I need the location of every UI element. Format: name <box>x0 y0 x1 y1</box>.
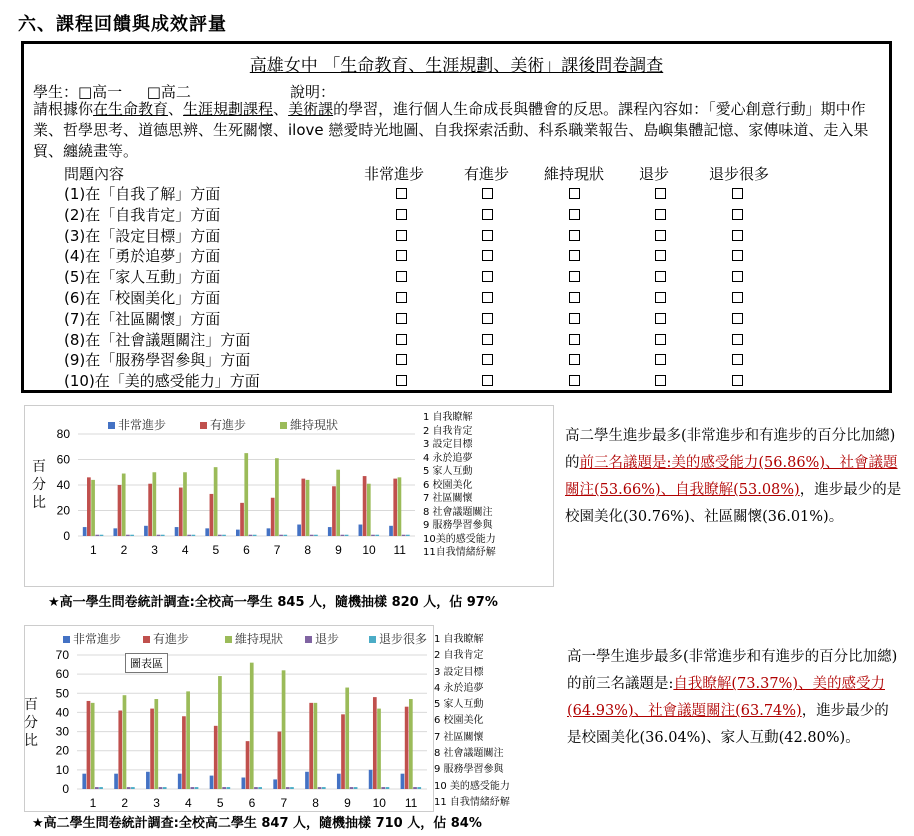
bar-3-cat-10 <box>367 484 371 536</box>
chart-grade1 <box>24 625 434 812</box>
bar-2-cat-8 <box>301 479 305 536</box>
bar-1-cat-10 <box>359 525 363 536</box>
bar-3-cat-6 <box>250 663 254 789</box>
x-tick-label: 8 <box>304 543 312 557</box>
category-legend-item: 3 設定目標 <box>423 439 473 450</box>
bar-2-cat-2 <box>118 711 122 789</box>
bar-2-cat-2 <box>118 485 122 536</box>
bar-1-cat-7 <box>267 528 271 536</box>
bar-5-cat-3 <box>161 535 165 536</box>
bar-2-cat-4 <box>179 488 183 536</box>
series-legend-label: 退步很多 <box>379 632 428 646</box>
x-tick-label: 6 <box>243 543 250 557</box>
checkbox-q3-opt1[interactable] <box>396 230 407 241</box>
bar-2-cat-9 <box>341 714 345 789</box>
bar-4-cat-1 <box>95 535 99 536</box>
bar-1-cat-9 <box>328 527 332 536</box>
legend-swatch <box>200 422 207 429</box>
checkbox-q4-opt4[interactable] <box>655 250 666 261</box>
bar-3-cat-1 <box>91 703 95 789</box>
bar-chart-grade1 <box>25 626 433 811</box>
bar-4-cat-8 <box>318 787 322 789</box>
question-7: (7)在「社區關懷」方面 <box>64 309 221 328</box>
checkbox-q9-opt4[interactable] <box>655 354 666 365</box>
bar-5-cat-2 <box>130 535 134 536</box>
y-tick-label: 20 <box>56 503 70 518</box>
category-legend-item: 8 社會議題關注 <box>434 748 504 760</box>
bar-1-cat-11 <box>389 526 393 536</box>
checkbox-q4-opt5[interactable] <box>732 250 743 261</box>
checkbox-q8-opt3[interactable] <box>569 334 580 345</box>
checkbox-q4-opt2[interactable] <box>482 250 493 261</box>
bar-4-cat-10 <box>381 787 385 789</box>
bar-4-cat-4 <box>187 535 191 536</box>
bar-2-cat-5 <box>210 494 214 536</box>
x-tick-label: 2 <box>121 796 129 810</box>
bar-3-cat-2 <box>122 474 126 536</box>
category-legend-item: 11 自我情緒紓解 <box>434 796 510 808</box>
checkbox-q7-opt3[interactable] <box>569 313 580 324</box>
bar-4-cat-5 <box>218 535 222 536</box>
question-5: (5)在「家人互動」方面 <box>64 268 221 287</box>
bar-1-cat-3 <box>144 526 148 536</box>
survey-title: 高雄女中 「生命教育、生涯規劃、美術」課後問卷調查 <box>249 56 664 76</box>
category-legend-item: 7 社區關懷 <box>434 731 484 743</box>
bar-1-cat-7 <box>273 779 277 789</box>
bar-4-cat-3 <box>159 787 163 789</box>
section-title: 六、課程回饋與成效評量 <box>18 14 227 35</box>
x-tick-label: 9 <box>344 796 351 810</box>
bar-5-cat-10 <box>375 535 379 536</box>
x-tick-label: 6 <box>248 796 256 810</box>
bar-4-cat-9 <box>341 535 345 536</box>
checkbox-q2-opt1[interactable] <box>396 209 407 220</box>
analysis-grade2: 高二學生進步最多(非常進步和有進步的百分比加總)的前三名議題是:美的感受能力(56.86%)、社會議題關注(53.66%)、自我瞭解(53.08%)，進步最少的是校園美化(30.76%)、社區關懷(36.01%)。 <box>565 428 902 525</box>
bar-4-cat-6 <box>254 787 258 789</box>
checkbox-q1-opt3[interactable] <box>569 188 580 199</box>
chart2-ylabel: 百分比 <box>24 697 38 749</box>
bar-3-cat-1 <box>91 480 95 536</box>
legend-swatch <box>305 636 312 643</box>
checkbox-q1-opt4[interactable] <box>655 188 666 199</box>
checkbox-q3-opt4[interactable] <box>655 230 666 241</box>
checkbox-q10-opt3[interactable] <box>569 375 580 386</box>
x-tick-label: 4 <box>185 796 192 810</box>
category-legend-item: 3 設定目標 <box>434 666 484 678</box>
bar-1-cat-2 <box>113 528 117 536</box>
bar-4-cat-11 <box>413 787 417 789</box>
bar-2-cat-7 <box>271 498 275 536</box>
x-tick-label: 8 <box>312 796 319 810</box>
bar-5-cat-4 <box>192 535 196 536</box>
series-legend-label: 有進步 <box>153 632 190 646</box>
bar-2-cat-10 <box>363 476 367 536</box>
checkbox-q9-opt2[interactable] <box>482 354 493 365</box>
checkbox-q8-opt4[interactable] <box>655 334 666 345</box>
x-tick-label: 10 <box>372 796 386 810</box>
bar-4-cat-2 <box>127 787 131 789</box>
checkbox-q10-opt2[interactable] <box>482 375 493 386</box>
checkbox-q5-opt1[interactable] <box>396 271 407 282</box>
question-9: (9)在「服務學習參與」方面 <box>64 351 251 370</box>
bar-3-cat-5 <box>218 676 222 789</box>
series-legend-label: 維持現狀 <box>290 418 339 432</box>
y-tick-label: 20 <box>55 743 69 758</box>
bar-4-cat-1 <box>95 787 99 789</box>
bar-1-cat-8 <box>305 772 309 789</box>
series-legend-label: 有進步 <box>210 418 247 432</box>
legend-swatch <box>63 636 70 643</box>
bar-5-cat-6 <box>258 787 262 789</box>
bar-2-cat-11 <box>405 707 409 789</box>
bar-4-cat-4 <box>190 787 194 789</box>
x-tick-label: 2 <box>120 543 128 557</box>
bar-2-cat-4 <box>182 716 186 789</box>
bar-5-cat-7 <box>283 535 287 536</box>
y-tick-label: 40 <box>56 478 70 492</box>
bar-1-cat-1 <box>82 774 86 789</box>
question-4: (4)在「勇於追夢」方面 <box>64 247 221 266</box>
checkbox-q9-opt1[interactable] <box>396 354 407 365</box>
legend-swatch <box>225 636 232 643</box>
bar-5-cat-2 <box>131 787 135 789</box>
y-tick-label: 0 <box>62 782 69 796</box>
bar-5-cat-4 <box>195 787 199 789</box>
x-tick-label: 5 <box>216 796 224 810</box>
survey-form <box>21 41 892 393</box>
question-3: (3)在「設定目標」方面 <box>64 226 221 245</box>
column-header: 問題內容 <box>64 165 125 183</box>
category-legend-item: 7 社區關懷 <box>423 493 473 504</box>
y-tick-label: 40 <box>55 705 69 720</box>
bar-3-cat-4 <box>183 472 187 536</box>
checkbox-q1-opt1[interactable] <box>396 188 407 199</box>
bar-5-cat-5 <box>222 535 226 536</box>
x-tick-label: 3 <box>151 543 158 557</box>
bar-4-cat-7 <box>279 535 283 536</box>
checkbox-q8-opt1[interactable] <box>396 334 407 345</box>
category-legend-item: 5 家人互動 <box>423 466 473 477</box>
checkbox-q5-opt2[interactable] <box>482 271 493 282</box>
checkbox-q7-opt1[interactable] <box>396 313 407 324</box>
y-tick-label: 30 <box>55 724 69 739</box>
checkbox-q5-opt4[interactable] <box>655 271 666 282</box>
checkbox-q2-opt2[interactable] <box>482 209 493 220</box>
checkbox-q1-opt5[interactable] <box>732 188 743 199</box>
category-legend-item: 10美的感受能力 <box>423 533 496 545</box>
x-tick-label: 1 <box>89 796 97 810</box>
bar-5-cat-7 <box>290 787 294 789</box>
bar-4-cat-9 <box>350 787 354 789</box>
checkbox-q6-opt2[interactable] <box>482 292 493 303</box>
bar-1-cat-4 <box>175 527 179 536</box>
x-tick-label: 11 <box>404 796 418 810</box>
caption-grade1: ★高一學生問卷統計調查:全校高一學生 845 人，隨機抽樣 820 人，佔 97% <box>48 595 498 610</box>
category-legend-item: 5 家人互動 <box>434 699 484 711</box>
bar-4-cat-5 <box>222 787 226 789</box>
question-1: (1)在「自我了解」方面 <box>64 185 221 203</box>
x-tick-label: 10 <box>362 543 376 557</box>
question-8: (8)在「社會議題關注」方面 <box>64 330 251 349</box>
bar-3-cat-5 <box>214 467 218 536</box>
bar-3-cat-11 <box>398 477 402 536</box>
checkbox-q2-opt4[interactable] <box>655 209 666 220</box>
checkbox-q6-opt5[interactable] <box>732 292 743 303</box>
category-legend-item: 4 永於追夢 <box>423 452 473 464</box>
legend-swatch <box>280 422 287 429</box>
bar-2-cat-5 <box>214 726 218 789</box>
option-header-2: 有進步 <box>464 165 510 183</box>
bar-5-cat-9 <box>345 535 349 536</box>
legend-swatch <box>143 636 150 643</box>
bar-5-cat-8 <box>322 787 326 789</box>
legend-swatch <box>108 422 115 429</box>
checkbox-q3-opt2[interactable] <box>482 230 493 241</box>
chart1-category-legend <box>423 411 496 560</box>
survey-intro: 請根據你在生命教育、生涯規劃課程、美術課的學習，進行個人生命成長與體會的反思。課程內容如：「愛心創意行動」期中作業、哲學思考、道德思辨、生死關懷、ilove 戀愛時光地圖、自我探索活動、科系職業報告、島嶼集體記憶、家傳味道、走入果貿、纏繞畫等。 <box>33 100 869 160</box>
checkbox-q10-opt5[interactable] <box>732 375 743 386</box>
bar-4-cat-10 <box>371 535 375 536</box>
bar-3-cat-9 <box>336 470 340 536</box>
option-header-5: 退步很多 <box>709 165 770 183</box>
bar-3-cat-8 <box>306 480 310 536</box>
checkbox-q4-opt3[interactable] <box>569 250 580 261</box>
bar-2-cat-11 <box>393 479 397 536</box>
bar-5-cat-8 <box>314 535 318 536</box>
category-legend-item: 8 社會議題關注 <box>423 506 493 518</box>
y-tick-label: 0 <box>63 529 70 543</box>
bar-4-cat-2 <box>126 535 130 536</box>
bar-2-cat-6 <box>240 503 244 536</box>
bar-5-cat-1 <box>100 535 104 536</box>
y-tick-label: 50 <box>55 686 69 701</box>
y-tick-label: 70 <box>55 648 69 662</box>
bar-5-cat-9 <box>354 787 358 789</box>
checkbox-q9-opt5[interactable] <box>732 354 743 365</box>
series-legend-label: 退步 <box>315 632 340 646</box>
checkbox-q2-opt5[interactable] <box>732 209 743 220</box>
x-tick-label: 1 <box>89 543 97 557</box>
legend-swatch <box>369 636 376 643</box>
bar-2-cat-10 <box>373 697 377 789</box>
checkbox-q7-opt5[interactable] <box>732 313 743 324</box>
bar-3-cat-2 <box>123 695 127 789</box>
bar-2-cat-3 <box>150 709 154 789</box>
y-tick-label: 60 <box>55 667 69 682</box>
bar-3-cat-3 <box>152 472 156 536</box>
category-legend-item: 9 服務學習參與 <box>434 764 504 776</box>
category-legend-item: 4 永於追夢 <box>434 682 484 694</box>
checkbox-q6-opt3[interactable] <box>569 292 580 303</box>
bar-1-cat-5 <box>210 776 214 789</box>
chart1-ylabel: 百分比 <box>32 459 46 511</box>
x-tick-label: 3 <box>153 796 160 810</box>
bar-1-cat-10 <box>369 770 373 789</box>
checkbox-q6-opt4[interactable] <box>655 292 666 303</box>
checkbox-q4-opt1[interactable] <box>396 250 407 261</box>
checkbox-q10-opt1[interactable] <box>396 375 407 386</box>
analysis-grade1: 高一學生進步最多(非常進步和有進步的百分比加總)的前三名議題是:自我瞭解(73.37%)、美的感受力(64.93%)、社會議題關注(63.74%)，進步最少的是校園美化(36.04%)、家人互動(42.80%)。 <box>567 649 898 746</box>
bar-1-cat-6 <box>242 778 246 789</box>
caption-grade2: ★高二學生問卷統計調查:全校高二學生 847 人，隨機抽樣 710 人，佔 84% <box>32 816 482 831</box>
bar-3-cat-3 <box>154 699 158 789</box>
y-tick-label: 10 <box>55 762 69 777</box>
x-tick-label: 7 <box>273 543 281 557</box>
option-header-3: 維持現狀 <box>544 165 605 183</box>
x-tick-label: 9 <box>335 543 342 557</box>
bar-3-cat-4 <box>186 691 190 789</box>
x-tick-label: 7 <box>280 796 288 810</box>
bar-4-cat-7 <box>286 787 290 789</box>
bar-1-cat-11 <box>401 774 405 789</box>
bar-5-cat-1 <box>99 787 103 789</box>
bar-4-cat-11 <box>402 535 406 536</box>
checkbox-q3-opt5[interactable] <box>732 230 743 241</box>
series-legend-label: 維持現狀 <box>235 632 284 646</box>
chart-area-tooltip: 圖表區 <box>125 653 168 673</box>
option-header-1: 非常進步 <box>364 165 425 183</box>
bar-3-cat-10 <box>377 709 381 789</box>
bar-4-cat-8 <box>310 535 314 536</box>
bar-5-cat-6 <box>253 535 257 536</box>
question-6: (6)在「校園美化」方面 <box>64 289 221 307</box>
checkbox-q5-opt5[interactable] <box>732 271 743 282</box>
bar-2-cat-7 <box>278 732 282 789</box>
category-legend-item: 1 自我瞭解 <box>434 634 484 645</box>
checkbox-q6-opt1[interactable] <box>396 292 407 303</box>
checkbox-q5-opt3[interactable] <box>569 271 580 282</box>
checkbox-q9-opt3[interactable] <box>569 354 580 365</box>
bar-1-cat-1 <box>83 527 87 536</box>
bar-3-cat-8 <box>314 703 318 789</box>
bar-2-cat-3 <box>148 484 152 536</box>
bar-5-cat-11 <box>406 535 410 536</box>
category-legend-item: 10 美的感受能力 <box>434 780 510 792</box>
bar-3-cat-11 <box>409 699 413 789</box>
checkbox-q7-opt4[interactable] <box>655 313 666 324</box>
bar-5-cat-3 <box>163 787 167 789</box>
bar-1-cat-9 <box>337 774 341 789</box>
category-legend-item: 1 自我瞭解 <box>423 412 473 423</box>
category-legend-item: 2 自我肯定 <box>423 425 473 437</box>
bar-1-cat-2 <box>114 774 118 789</box>
question-10: (10)在「美的感受能力」方面 <box>64 372 260 391</box>
category-legend-item: 2 自我肯定 <box>434 650 484 662</box>
chart2-category-legend <box>434 632 510 811</box>
bar-1-cat-8 <box>297 525 301 536</box>
category-legend-item: 6 校園美化 <box>423 479 473 491</box>
bar-3-cat-9 <box>345 688 349 789</box>
x-tick-label: 5 <box>212 543 220 557</box>
series-legend-label: 非常進步 <box>118 418 167 432</box>
bar-3-cat-7 <box>275 458 279 536</box>
checkbox-q3-opt3[interactable] <box>569 230 580 241</box>
x-tick-label: 4 <box>181 543 189 557</box>
x-tick-label: 11 <box>393 543 406 557</box>
category-legend-item: 9 服務學習參與 <box>423 520 493 531</box>
bar-5-cat-11 <box>417 787 421 789</box>
question-2: (2)在「自我肯定」方面 <box>64 205 221 224</box>
series-legend-label: 非常進步 <box>73 632 122 646</box>
option-header-4: 退步 <box>639 165 670 183</box>
y-tick-label: 80 <box>56 427 70 441</box>
checkbox-q8-opt2[interactable] <box>482 334 493 345</box>
checkbox-q8-opt5[interactable] <box>732 334 743 345</box>
explain-label: 說明： <box>290 83 336 101</box>
bar-4-cat-3 <box>157 535 161 536</box>
bar-2-cat-1 <box>87 701 91 789</box>
bar-2-cat-9 <box>332 486 336 536</box>
bar-1-cat-3 <box>146 772 150 789</box>
category-legend-item: 6 校園美化 <box>434 715 484 727</box>
checkbox-q1-opt2[interactable] <box>482 188 493 199</box>
bar-5-cat-5 <box>226 787 230 789</box>
bar-1-cat-4 <box>178 774 182 789</box>
category-legend-item: 11自我情緒紓解 <box>423 547 496 558</box>
checkbox-q2-opt3[interactable] <box>569 209 580 220</box>
bar-1-cat-6 <box>236 530 240 536</box>
bar-4-cat-6 <box>249 535 253 536</box>
bar-3-cat-7 <box>282 670 286 789</box>
bar-5-cat-10 <box>386 787 390 789</box>
bar-2-cat-6 <box>246 741 250 789</box>
bar-1-cat-5 <box>205 528 209 536</box>
bar-2-cat-8 <box>309 703 313 789</box>
bar-2-cat-1 <box>87 477 91 536</box>
checkbox-q7-opt2[interactable] <box>482 313 493 324</box>
y-tick-label: 60 <box>56 452 70 467</box>
bar-3-cat-6 <box>244 453 248 536</box>
grade-line: 學生：□高一 □高二 說明： <box>33 83 336 101</box>
checkbox-q10-opt4[interactable] <box>655 375 666 386</box>
